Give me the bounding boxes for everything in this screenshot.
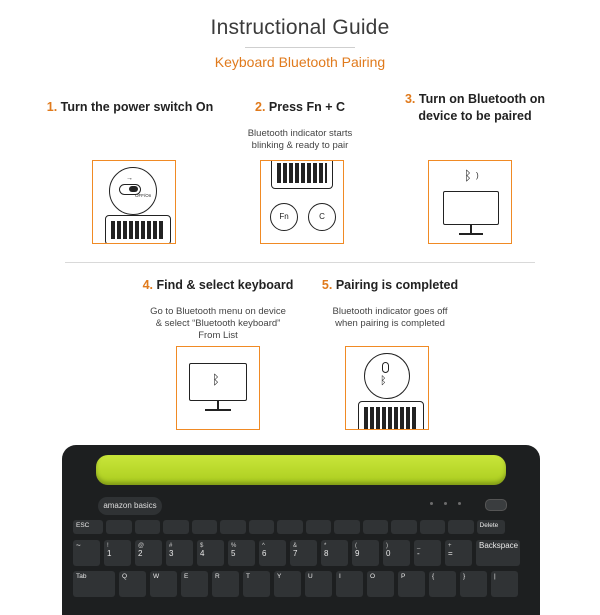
backspace-key[interactable] [476,540,520,566]
function-key[interactable] [306,520,332,534]
step-4-label: Find & select keyboard [156,278,294,292]
step-3-label-line-1: Turn on Bluetooth on [418,92,546,106]
step-5-number: 5. [321,278,333,292]
step-2-number: 2. [255,100,266,114]
bluetooth-icon: ᛒ [212,373,220,388]
letter-key[interactable]: | [491,571,518,597]
step-1-illustration [92,160,176,244]
device-tray [96,455,506,485]
page-subtitle: Keyboard Bluetooth Pairing [214,54,386,70]
function-key[interactable] [334,520,360,534]
key-shift-label: ) [386,543,388,549]
key-shift-label: $ [200,543,204,549]
number-key[interactable] [290,540,317,566]
key-main-label: 7 [293,549,298,558]
step-3-illustration [428,160,512,244]
number-key[interactable] [197,540,224,566]
key-main-label: 1 [107,549,112,558]
tab-key[interactable]: Tab [73,571,115,597]
key-shift-label: ! [107,543,109,549]
number-key[interactable] [166,540,193,566]
function-key[interactable] [106,520,132,534]
step-2-desc-line-1: Bluetooth indicator starts [247,128,353,139]
step-4-number: 4. [142,278,154,292]
step-5-description [300,306,480,330]
mini-keyboard [271,160,333,189]
key-shift-label: @ [138,543,145,549]
key-main-label: 9 [355,549,360,558]
number-key[interactable] [445,540,472,566]
key-main-label: - [417,549,420,558]
step-3-title [395,91,555,125]
step-4-description [128,306,308,342]
zoom-circle [109,167,157,215]
zoom-circle [364,353,410,399]
step-3-number: 3. [404,92,416,106]
step-5-desc-line-1: Bluetooth indicator goes off [332,306,448,317]
letter-key[interactable]: { [429,571,456,597]
key-main-label: 6 [262,549,267,558]
number-key[interactable] [383,540,410,566]
key-shift-label: % [231,543,237,549]
fn-key-icon: Fn [270,203,298,231]
letter-key[interactable]: T [243,571,270,597]
mini-keyboard [105,215,171,244]
key-shift-label: ^ [262,543,265,549]
switch-label: OFF/On [135,193,152,198]
key-main-label: 0 [386,549,391,558]
key-main-label: 3 [169,549,174,558]
number-key[interactable] [414,540,441,566]
indicator-led-icon [382,362,389,373]
step-4-desc-line-3: From List [198,330,238,341]
signal-icon: ) [476,171,479,180]
monitor-icon [189,363,247,401]
function-key[interactable] [249,520,275,534]
key-main-label: 5 [231,549,236,558]
letter-key[interactable]: } [460,571,487,597]
function-key[interactable] [448,520,474,534]
title-divider [245,47,355,48]
step-5-desc-line-2: when pairing is completed [335,318,445,329]
number-key[interactable] [352,540,379,566]
step-4-illustration [176,346,260,430]
brand-logo: amazon basics [98,497,162,515]
step-5-illustration [345,346,429,430]
number-key[interactable] [228,540,255,566]
number-key[interactable] [135,540,162,566]
key-main-label: ~ [76,541,81,550]
arrow-right-icon: → [126,175,133,182]
key-shift-label: * [324,543,327,549]
number-key[interactable] [259,540,286,566]
monitor-icon [443,191,499,225]
key-shift-label: + [448,543,452,549]
key-shift-label: ( [355,543,357,549]
step-1-label: Turn the power switch On [60,100,214,114]
step-5-label: Pairing is completed [335,278,459,292]
step-2-label: Press Fn + C [268,100,345,114]
step-4-desc-line-2: & select “Bluetooth keyboard” [155,318,281,329]
letter-key[interactable]: I [336,571,363,597]
key-main-label: 8 [324,549,329,558]
letter-key[interactable]: W [150,571,177,597]
key-shift-label: & [293,543,298,549]
key-main-label: 4 [200,549,205,558]
step-2-title [210,99,390,116]
step-1-number: 1. [46,100,58,114]
number-key[interactable] [321,540,348,566]
step-2-illustration [260,160,344,244]
key-shift-label: # [169,543,173,549]
page-title: Instructional Guide [210,16,390,39]
function-key[interactable] [192,520,218,534]
step-5-title [300,277,480,294]
step-1-title [40,99,220,116]
letter-key[interactable]: Y [274,571,301,597]
function-key[interactable] [363,520,389,534]
step-3-label-line-2: device to be paired [418,109,532,123]
key-shift-label: _ [417,543,421,549]
step-4-desc-line-1: Go to Bluetooth menu on device [150,306,286,317]
function-key[interactable]: ESC [73,520,103,534]
number-key[interactable] [104,540,131,566]
step-4-title [128,277,308,294]
key-main-label: 2 [138,549,143,558]
function-key[interactable] [163,520,189,534]
letter-key[interactable]: E [181,571,208,597]
function-key[interactable] [220,520,246,534]
function-key[interactable] [277,520,303,534]
letter-key[interactable]: Q [119,571,146,597]
letter-key[interactable]: U [305,571,332,597]
function-key[interactable] [420,520,446,534]
letter-key[interactable]: R [212,571,239,597]
letter-key[interactable]: P [398,571,425,597]
letter-key[interactable]: O [367,571,394,597]
function-key[interactable] [391,520,417,534]
section-divider [65,262,535,263]
c-key-icon: C [308,203,336,231]
power-switch[interactable] [485,499,507,511]
key-main-label: = [448,549,453,558]
step-2-description [210,128,390,152]
bluetooth-icon: ᛒ [380,374,387,387]
function-key[interactable] [135,520,161,534]
function-key[interactable]: Delete [477,520,505,534]
key-main-label: Backspace [479,541,519,550]
mini-keyboard [358,401,424,430]
number-key[interactable] [73,540,100,566]
bluetooth-icon: ᛒ [464,169,472,184]
step-2-desc-line-2: blinking & ready to pair [251,140,349,151]
